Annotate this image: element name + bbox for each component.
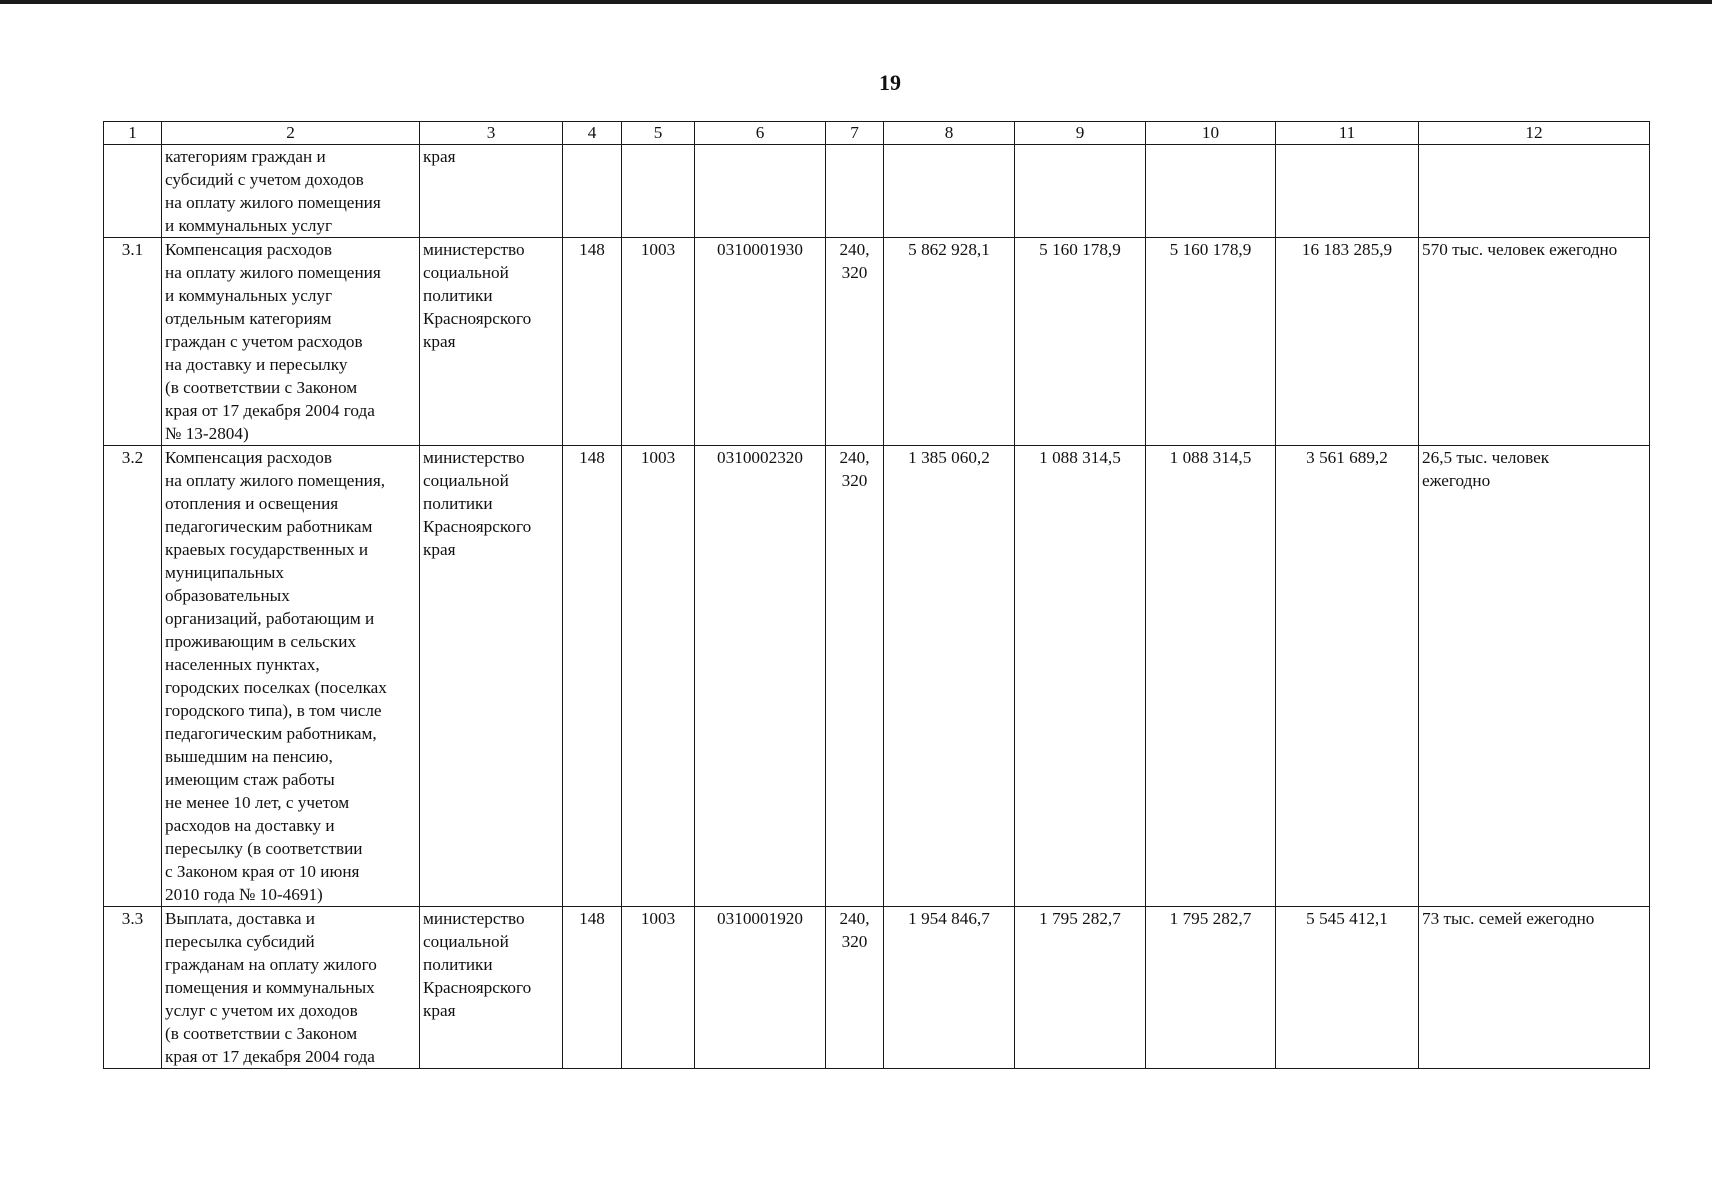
amount-year-3: 1 795 282,7 — [1146, 907, 1276, 1069]
column-header: 1 — [104, 122, 162, 145]
item-number — [104, 145, 162, 238]
amount-year-2: 1 088 314,5 — [1015, 446, 1146, 907]
amount-year-2 — [1015, 145, 1146, 238]
activity-description: Компенсация расходов на оплату жилого помещения и коммунальных услуг отдельным категориям граждан с учетом расходов на доставку и пересылку (в соответствии с Законом края от 17 декабря 2004 года № 13-2804) — [162, 238, 420, 446]
amount-year-1 — [884, 145, 1015, 238]
expected-result — [1419, 145, 1650, 238]
amount-total: 5 545 412,1 — [1276, 907, 1419, 1069]
program-activities-table — [103, 121, 1650, 1069]
csr-code — [695, 145, 826, 238]
item-number: 3.3 — [104, 907, 162, 1069]
responsible-executor: края — [420, 145, 563, 238]
column-header: 5 — [622, 122, 695, 145]
csr-code: 0310001930 — [695, 238, 826, 446]
expected-result: 570 тыс. человек ежегодно — [1419, 238, 1650, 446]
responsible-executor: министерство социальной политики Красноярского края — [420, 446, 563, 907]
responsible-executor: министерство социальной политики Красноярского края — [420, 238, 563, 446]
column-header: 8 — [884, 122, 1015, 145]
grbs-code: 148 — [563, 907, 622, 1069]
rzpr-code: 1003 — [622, 446, 695, 907]
amount-total: 16 183 285,9 — [1276, 238, 1419, 446]
grbs-code — [563, 145, 622, 238]
amount-year-1: 1 385 060,2 — [884, 446, 1015, 907]
csr-code: 0310001920 — [695, 907, 826, 1069]
column-header: 4 — [563, 122, 622, 145]
amount-year-2: 1 795 282,7 — [1015, 907, 1146, 1069]
expected-result: 26,5 тыс. человек ежегодно — [1419, 446, 1650, 907]
activity-description: Выплата, доставка и пересылка субсидий гражданам на оплату жилого помещения и коммунальных услуг с учетом их доходов (в соответствии с Законом края от 17 декабря 2004 года — [162, 907, 420, 1069]
amount-year-3: 5 160 178,9 — [1146, 238, 1276, 446]
rzpr-code: 1003 — [622, 907, 695, 1069]
rzpr-code — [622, 145, 695, 238]
page-number: 19 — [879, 70, 901, 95]
scan-top-edge — [0, 0, 1712, 4]
item-number: 3.1 — [104, 238, 162, 446]
csr-code: 0310002320 — [695, 446, 826, 907]
item-number: 3.2 — [104, 446, 162, 907]
amount-total — [1276, 145, 1419, 238]
table-row-3-1 — [104, 238, 1650, 446]
amount-year-3: 1 088 314,5 — [1146, 446, 1276, 907]
column-header: 2 — [162, 122, 420, 145]
activity-description: категориям граждан и субсидий с учетом доходов на оплату жилого помещения и коммунальных услуг — [162, 145, 420, 238]
amount-total: 3 561 689,2 — [1276, 446, 1419, 907]
column-header: 10 — [1146, 122, 1276, 145]
amount-year-1: 1 954 846,7 — [884, 907, 1015, 1069]
column-header: 7 — [826, 122, 884, 145]
table-row-3-2 — [104, 446, 1650, 907]
table-row-continuation — [104, 145, 1650, 238]
rzpr-code: 1003 — [622, 238, 695, 446]
amount-year-1: 5 862 928,1 — [884, 238, 1015, 446]
activity-description: Компенсация расходов на оплату жилого помещения, отопления и освещения педагогическим работникам краевых государственных и муниципальных образовательных организаций, работающим и проживающим в сельских населенных пунктах, городских поселках (поселках городского типа), в том числе педагогическим работникам, вышедшим на пенсию, имеющим стаж работы не менее 10 лет, с учетом расходов на доставку и пересылку (в соответствии с Законом края от 10 июня 2010 года № 10-4691) — [162, 446, 420, 907]
amount-year-3 — [1146, 145, 1276, 238]
column-header: 3 — [420, 122, 563, 145]
table-row-3-3 — [104, 907, 1650, 1069]
column-number-header-row — [104, 122, 1650, 145]
grbs-code: 148 — [563, 238, 622, 446]
amount-year-2: 5 160 178,9 — [1015, 238, 1146, 446]
expected-result: 73 тыс. семей ежегодно — [1419, 907, 1650, 1069]
vr-code: 240, 320 — [826, 907, 884, 1069]
vr-code: 240, 320 — [826, 238, 884, 446]
column-header: 6 — [695, 122, 826, 145]
column-header: 9 — [1015, 122, 1146, 145]
column-header: 12 — [1419, 122, 1650, 145]
vr-code: 240, 320 — [826, 446, 884, 907]
responsible-executor: министерство социальной политики Красноярского края — [420, 907, 563, 1069]
vr-code — [826, 145, 884, 238]
grbs-code: 148 — [563, 446, 622, 907]
column-header: 11 — [1276, 122, 1419, 145]
